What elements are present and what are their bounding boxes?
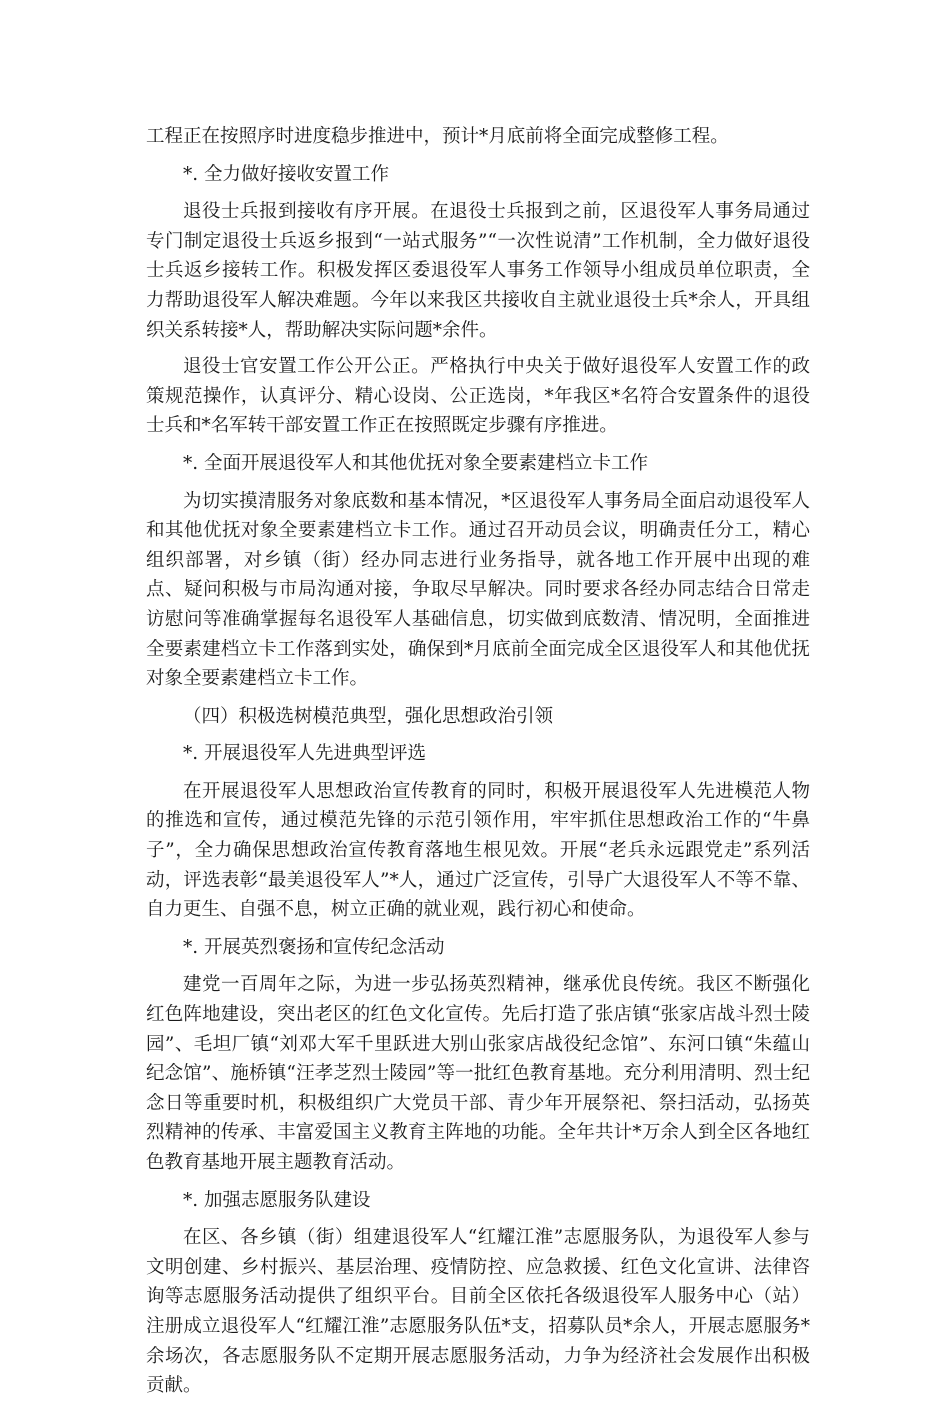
section-heading-filing: *. 全面开展退役军人和其他优抚对象全要素建档立卡工作 bbox=[183, 452, 649, 474]
body-paragraph: 退役士官安置工作公开公正。严格执行中央关于做好退役军人安置工作的政策规范操作，认真评分、精心设岗、公正选岗，*年我区*名符合安置条件的退役士兵和*名军转干部安置工作正在按照既定步骤有序推进。 bbox=[146, 356, 810, 437]
document-body bbox=[146, 122, 810, 1401]
body-paragraph: 为切实摸清服务对象底数和基本情况，*区退役军人事务局全面启动退役军人和其他优抚对象全要素建档立卡工作。通过召开动员会议，明确责任分工，精心组织部署，对乡镇（街）经办同志进行业务指导，就各地工作开展中出现的难点、疑问积极与市局沟通对接，争取尽早解决。同时要求各经办同志结合日常走访慰问等准确掌握每名退役军人基础信息，切实做到底数清、情况明，全面推进全要素建档立卡工作落到实处，确保到*月底前全面完成全区退役军人和其他优抚对象全要素建档立卡工作。 bbox=[146, 490, 810, 690]
section-heading-volunteers: *. 加强志愿服务队建设 bbox=[183, 1189, 371, 1211]
section-heading-model-selection: *. 开展退役军人先进典型评选 bbox=[183, 743, 427, 765]
section-heading-martyrs: *. 开展英烈褒扬和宣传纪念活动 bbox=[183, 936, 445, 958]
section-heading-resettlement: *. 全力做好接收安置工作 bbox=[183, 163, 390, 185]
continuation-paragraph: 工程正在按照序时进度稳步推进中，预计*月底前将全面完成整修工程。 bbox=[146, 126, 729, 147]
section-heading-part-four: （四）积极选树模范典型，强化思想政治引领 bbox=[183, 705, 554, 727]
body-paragraph: 退役士兵报到接收有序开展。在退役士兵报到之前，区退役军人事务局通过专门制定退役士兵返乡报到“一站式服务”“一次性说清”工作机制，全力做好退役士兵返乡接转工作。积极发挥区委退役军人事务工作领导小组成员单位职责，全力帮助退役军人解决难题。今年以来我区共接收自主就业退役士兵*余人，开具组织关系转接*人，帮助解决实际问题*余件。 bbox=[146, 201, 810, 341]
body-paragraph: 在区、各乡镇（街）组建退役军人“红耀江淮”志愿服务队，为退役军人参与文明创建、乡村振兴、基层治理、疫情防控、应急救援、红色文化宣讲、法律咨询等志愿服务活动提供了组织平台。目前全区依托各级退役军人服务中心（站）注册成立退役军人“红耀江淮”志愿服务队伍*支，招募队员*余人，开展志愿服务*余场次，各志愿服务队不定期开展志愿服务活动，力争为经济社会发展作出积极贡献。 bbox=[146, 1227, 810, 1397]
body-paragraph: 建党一百周年之际，为进一步弘扬英烈精神，继承优良传统。我区不断强化红色阵地建设，突出老区的红色文化宣传。先后打造了张店镇“张家店战斗烈士陵园”、毛坦厂镇“刘邓大军千里跃进大别山张家店战役纪念馆”、东河口镇“朱蕴山纪念馆”、施桥镇“汪孝芝烈士陵园”等一批红色教育基地。充分利用清明、烈士纪念日等重要时机，积极组织广大党员干部、青少年开展祭祀、祭扫活动，弘扬英烈精神的传承、丰富爱国主义教育主阵地的功能。全年共计*万余人到全区各地红色教育基地开展主题教育活动。 bbox=[146, 974, 810, 1173]
body-paragraph: 在开展退役军人思想政治宣传教育的同时，积极开展退役军人先进模范人物的推选和宣传，通过模范先锋的示范引领作用，牢牢抓住思想政治工作的“牛鼻子”，全力确保思想政治宣传教育落地生根见效。开展“老兵永远跟党走”系列活动，评选表彰“最美退役军人”*人，通过广泛宣传，引导广大退役军人不等不靠、自力更生、自强不息，树立正确的就业观，践行初心和使命。 bbox=[146, 780, 810, 921]
